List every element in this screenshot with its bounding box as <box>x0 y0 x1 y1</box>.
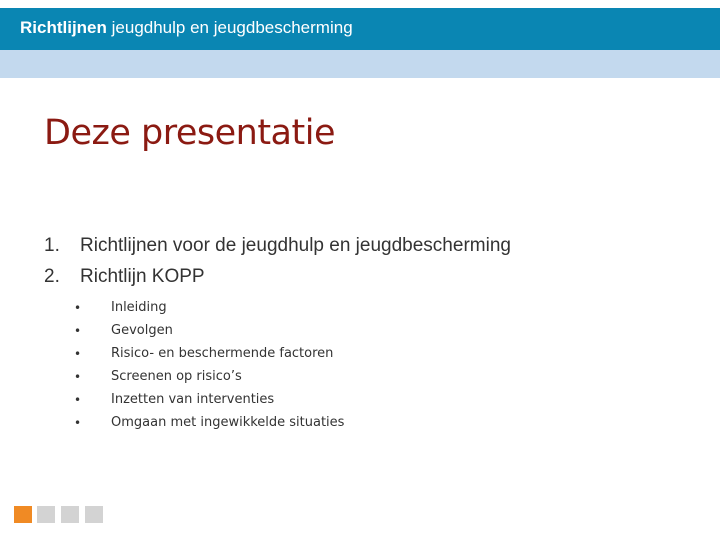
header-title-bold: Richtlijnen <box>20 18 107 37</box>
header-bar <box>0 8 720 50</box>
item-number: 2. <box>44 266 60 287</box>
bullet-list-item <box>74 390 344 413</box>
bullet-list-item <box>74 367 344 390</box>
numbered-list <box>44 232 511 294</box>
progress-square-3 <box>61 506 79 523</box>
progress-square-4 <box>85 506 103 523</box>
header-title-rest: jeugdhulp en jeugdbescherming <box>106 18 353 37</box>
slide-title: Deze presentatie <box>44 113 335 153</box>
numbered-list-item <box>44 232 511 263</box>
bullet-list-item <box>74 413 344 436</box>
bullet-text: Screenen op risico’s <box>111 369 242 384</box>
bullet-text: Risico- en beschermende factoren <box>111 346 334 361</box>
top-strip <box>0 0 720 8</box>
item-number: 1. <box>44 235 60 256</box>
progress-square-1 <box>14 506 32 523</box>
bullet-list-item <box>74 321 344 344</box>
bullet-text: Omgaan met ingewikkelde situaties <box>111 415 345 430</box>
bullet-list <box>74 298 344 436</box>
bullet-icon: • <box>74 301 82 315</box>
bullet-icon: • <box>74 393 82 407</box>
bullet-icon: • <box>74 324 82 338</box>
item-text: Richtlijn KOPP <box>80 266 205 287</box>
header-sub-band <box>0 50 720 78</box>
bullet-icon: • <box>74 416 82 430</box>
bullet-list-item <box>74 298 344 321</box>
progress-square-2 <box>37 506 55 523</box>
header-title <box>20 18 353 38</box>
numbered-list-item <box>44 263 511 294</box>
bullet-text: Gevolgen <box>111 323 173 338</box>
bullet-text: Inzetten van interventies <box>111 392 275 407</box>
bullet-text: Inleiding <box>111 300 167 315</box>
bullet-icon: • <box>74 347 82 361</box>
item-text: Richtlijnen voor de jeugdhulp en jeugdbescherming <box>80 235 511 256</box>
bullet-icon: • <box>74 370 82 384</box>
bullet-list-item <box>74 344 344 367</box>
